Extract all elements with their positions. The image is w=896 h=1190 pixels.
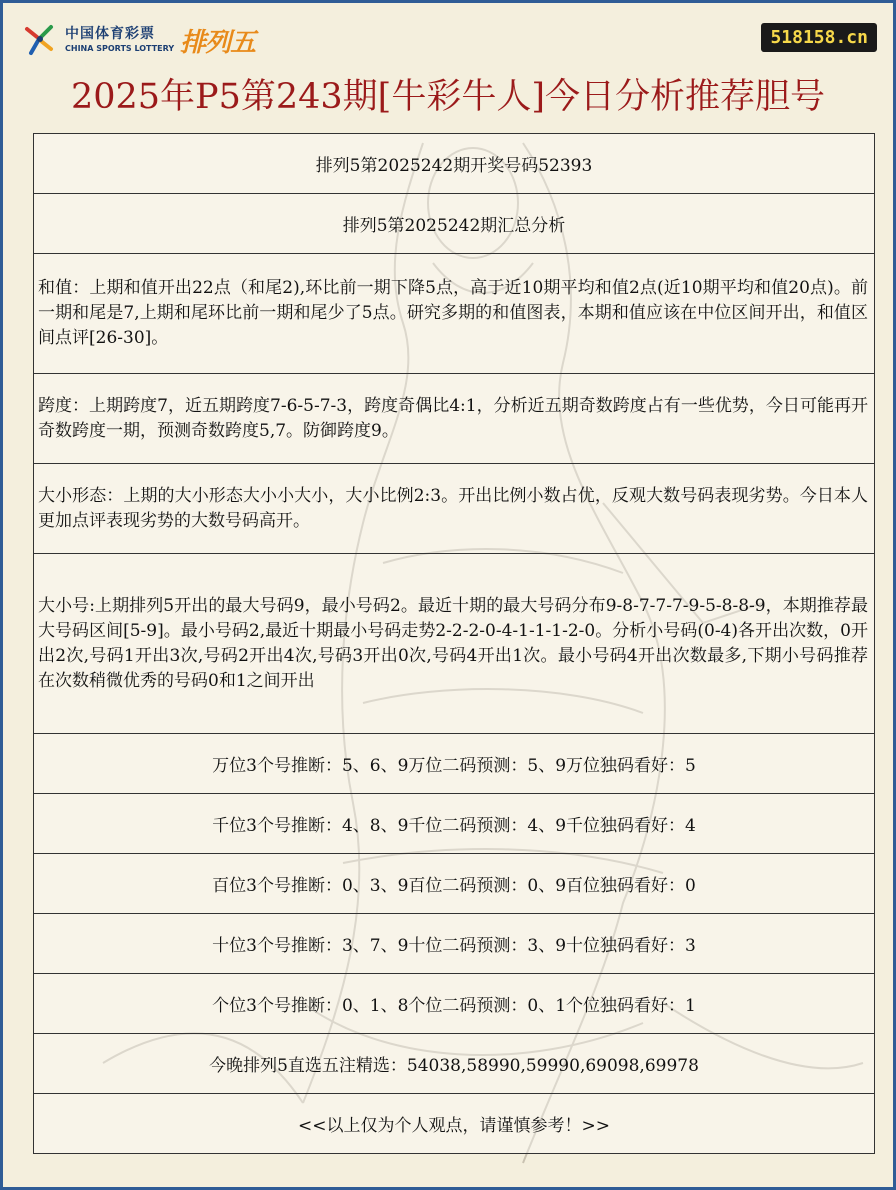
table-row-size-pattern: 大小形态：上期的大小形态大小小大小，大小比例2:3。开出比例小数占优，反观大数号码表现劣势。今日本人更加点评表现劣势的大数号码高开。	[34, 464, 874, 554]
table-row-span-analysis: 跨度：上期跨度7，近五期跨度7-6-5-7-3，跨度奇偶比4:1，分析近五期奇数跨度占有一些优势，今日可能再开奇数跨度一期，预测奇数跨度5,7。防御跨度9。	[34, 374, 874, 464]
table-row-thousands: 千位3个号推断：4、8、9千位二码预测：4、9千位独码看好：4	[34, 794, 874, 854]
table-row-hundreds: 百位3个号推断：0、3、9百位二码预测：0、9百位独码看好：0	[34, 854, 874, 914]
table-row-summary-heading: 排列5第2025242期汇总分析	[34, 194, 874, 254]
sports-lottery-logo-icon	[21, 21, 59, 59]
table-row-size-number: 大小号:上期排列5开出的最大号码9，最小号码2。最近十期的最大号码分布9-8-7-7-7-9-5-8-8-9，本期推荐最大号码区间[5-9]。最小号码2,最近十期最小号码走势2-2-2-0-4-1-1-1-2-0。分析小号码(0-4)各开出次数，0开出2次,号码1开出3次,号码2开出4次,号码3开出0次,号码4开出1次。最小号码4开出次数最多,下期小号码推荐在次数稍微优秀的号码0和1之间开出	[34, 554, 874, 734]
header	[3, 3, 893, 133]
logo-game-name: 排列五	[180, 27, 256, 58]
logo-chinese-text: 中国体育彩票	[65, 26, 155, 42]
site-badge[interactable]: 518158.cn	[761, 23, 877, 52]
table-row-ten-thousands: 万位3个号推断：5、6、9万位二码预测：5、9万位独码看好：5	[34, 734, 874, 794]
lottery-logo	[21, 21, 255, 59]
table-row-picks: 今晚排列5直选五注精选：54038,58990,59990,69098,69978	[34, 1034, 874, 1094]
page-title: 2025年P5第243期[牛彩牛人]今日分析推荐胆号	[70, 77, 825, 117]
table-row-disclaimer: <<以上仅为个人观点，请谨慎参考！>>	[34, 1094, 874, 1154]
table-row-tens: 十位3个号推断：3、7、9十位二码预测：3、9十位独码看好：3	[34, 914, 874, 974]
analysis-table	[33, 133, 875, 1154]
logo-english-text: CHINA SPORTS LOTTERY	[65, 44, 175, 53]
table-row-sum-analysis: 和值：上期和值开出22点（和尾2),环比前一期下降5点，高于近10期平均和值2点(近10期平均和值20点)。前一期和尾是7,上期和尾环比前一期和尾少了5点。研究多期的和值图表，本期和值应该在中位区间开出，和值区间点评[26-30]。	[34, 254, 874, 374]
table-row-draw-result: 排列5第2025242期开奖号码52393	[34, 134, 874, 194]
table-row-units: 个位3个号推断：0、1、8个位二码预测：0、1个位独码看好：1	[34, 974, 874, 1034]
